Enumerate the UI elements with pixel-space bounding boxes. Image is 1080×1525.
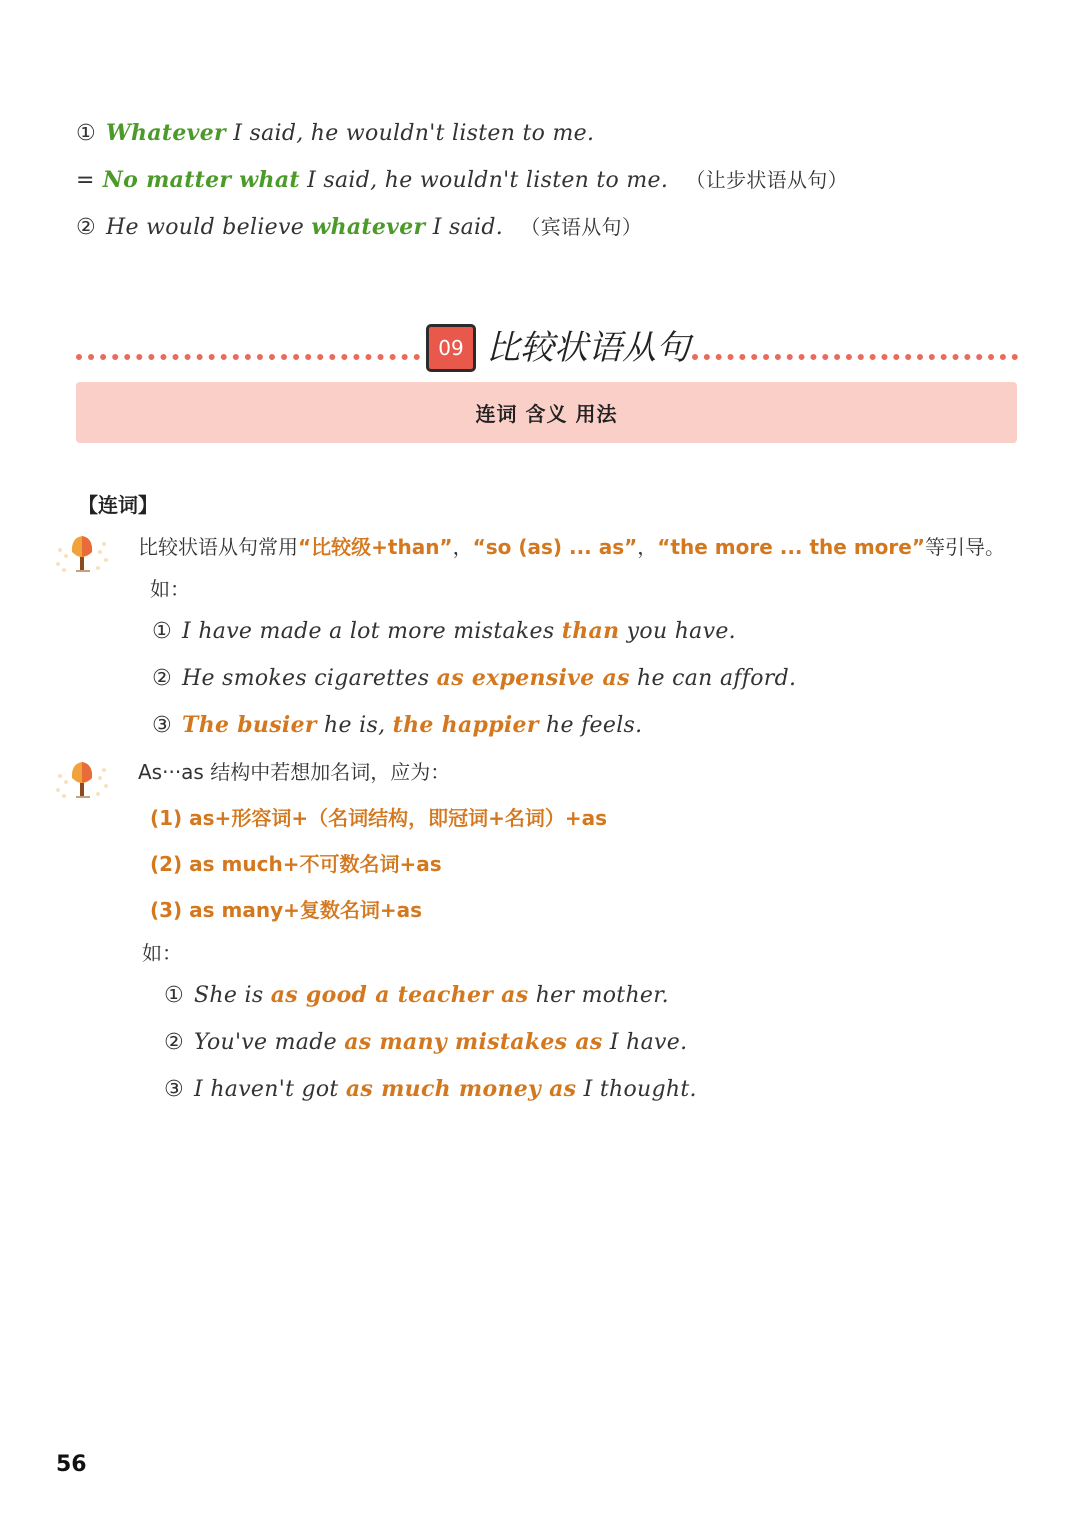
highlighted-phrase: than — [561, 618, 620, 644]
example-sentence — [164, 1027, 687, 1058]
band-label: 连词 含义 用法 — [475, 402, 618, 426]
example-no-matter-what — [76, 165, 848, 196]
highlighted-phrase: The busier — [182, 712, 317, 738]
circled-number: ② — [152, 666, 173, 691]
circled-number: ③ — [164, 1077, 185, 1102]
sentence-text: her mother. — [528, 983, 669, 1008]
term-comparative-than: “比较级+than” — [298, 535, 453, 559]
highlighted-phrase: as good a teacher as — [270, 982, 529, 1008]
circled-number: ② — [164, 1030, 185, 1055]
example-whatever-1 — [76, 118, 594, 149]
section-title: 比较状语从句 — [486, 328, 690, 368]
circled-number: ① — [152, 619, 173, 644]
example-sentence — [152, 616, 736, 647]
section-band — [76, 382, 1017, 443]
sentence-rest: I said, he wouldn't listen to me. — [225, 121, 595, 146]
sentence-text: I haven't got — [194, 1077, 346, 1102]
as-as-rule: (2) as much+不可数名词+as — [150, 852, 442, 876]
sentence-text: He smokes cigarettes — [182, 666, 437, 691]
section-number-badge: 09 — [426, 324, 476, 372]
sentence-text: I thought. — [576, 1077, 697, 1102]
sentence-text: She is — [194, 983, 271, 1008]
ru-label: 如： — [142, 941, 182, 965]
tree-icon — [52, 530, 114, 578]
example-sentence — [164, 1074, 697, 1105]
equals-sign: = — [76, 168, 95, 193]
clause-note: （让步状语从句） — [685, 168, 848, 192]
term-the-more-the-more: “the more ... the more” — [657, 535, 925, 559]
highlighted-phrase: the happier — [392, 712, 539, 738]
dotted-divider-left — [76, 354, 420, 360]
conjunction-heading: 【连词】 — [78, 493, 158, 517]
sentence-text: you have. — [619, 619, 736, 644]
circled-number: ③ — [152, 713, 173, 738]
sentence-rest: I said. — [425, 215, 504, 240]
sentence-start: He would believe — [106, 215, 312, 240]
example-sentence — [152, 710, 642, 741]
keyword-no-matter-what: No matter what — [102, 167, 300, 193]
sentence-rest: I said, he wouldn't listen to me. — [299, 168, 669, 193]
sentence-text: he feels. — [538, 713, 643, 738]
circled-number: ① — [76, 121, 97, 146]
ru-label: 如： — [150, 577, 190, 601]
page-number: 56 — [56, 1452, 87, 1477]
clause-note: （宾语从句） — [520, 215, 643, 239]
sentence-text: I have. — [602, 1030, 688, 1055]
tree-icon — [52, 756, 114, 804]
intro-line — [138, 532, 1005, 562]
highlighted-phrase: as many mistakes as — [344, 1029, 603, 1055]
intro-text-before: 比较状语从句常用 — [138, 535, 298, 559]
circled-number: ① — [164, 983, 185, 1008]
keyword-whatever: Whatever — [106, 120, 226, 146]
highlighted-phrase: as much money as — [345, 1076, 577, 1102]
as-as-rule: (1) as+形容词+（名词结构，即冠词+名词）+as — [150, 806, 607, 830]
circled-number: ② — [76, 215, 97, 240]
example-sentence — [152, 663, 796, 694]
as-as-note: As···as 结构中若想加名词，应为： — [138, 760, 451, 784]
term-so-as-as: “so (as) ... as” — [472, 535, 638, 559]
separator: ， — [452, 535, 473, 559]
as-as-rule: (3) as many+复数名词+as — [150, 898, 423, 922]
intro-text-after: 等引导。 — [924, 535, 1005, 559]
sentence-text: You've made — [194, 1030, 345, 1055]
dotted-divider-right — [692, 354, 1018, 360]
keyword-whatever: whatever — [311, 214, 426, 240]
sentence-text: he is, — [316, 713, 393, 738]
highlighted-phrase: as expensive as — [436, 665, 630, 691]
example-whatever-2 — [76, 212, 642, 243]
separator: ， — [637, 535, 658, 559]
example-sentence — [164, 980, 669, 1011]
sentence-text: he can afford. — [629, 666, 797, 691]
sentence-text: I have made a lot more mistakes — [182, 619, 562, 644]
